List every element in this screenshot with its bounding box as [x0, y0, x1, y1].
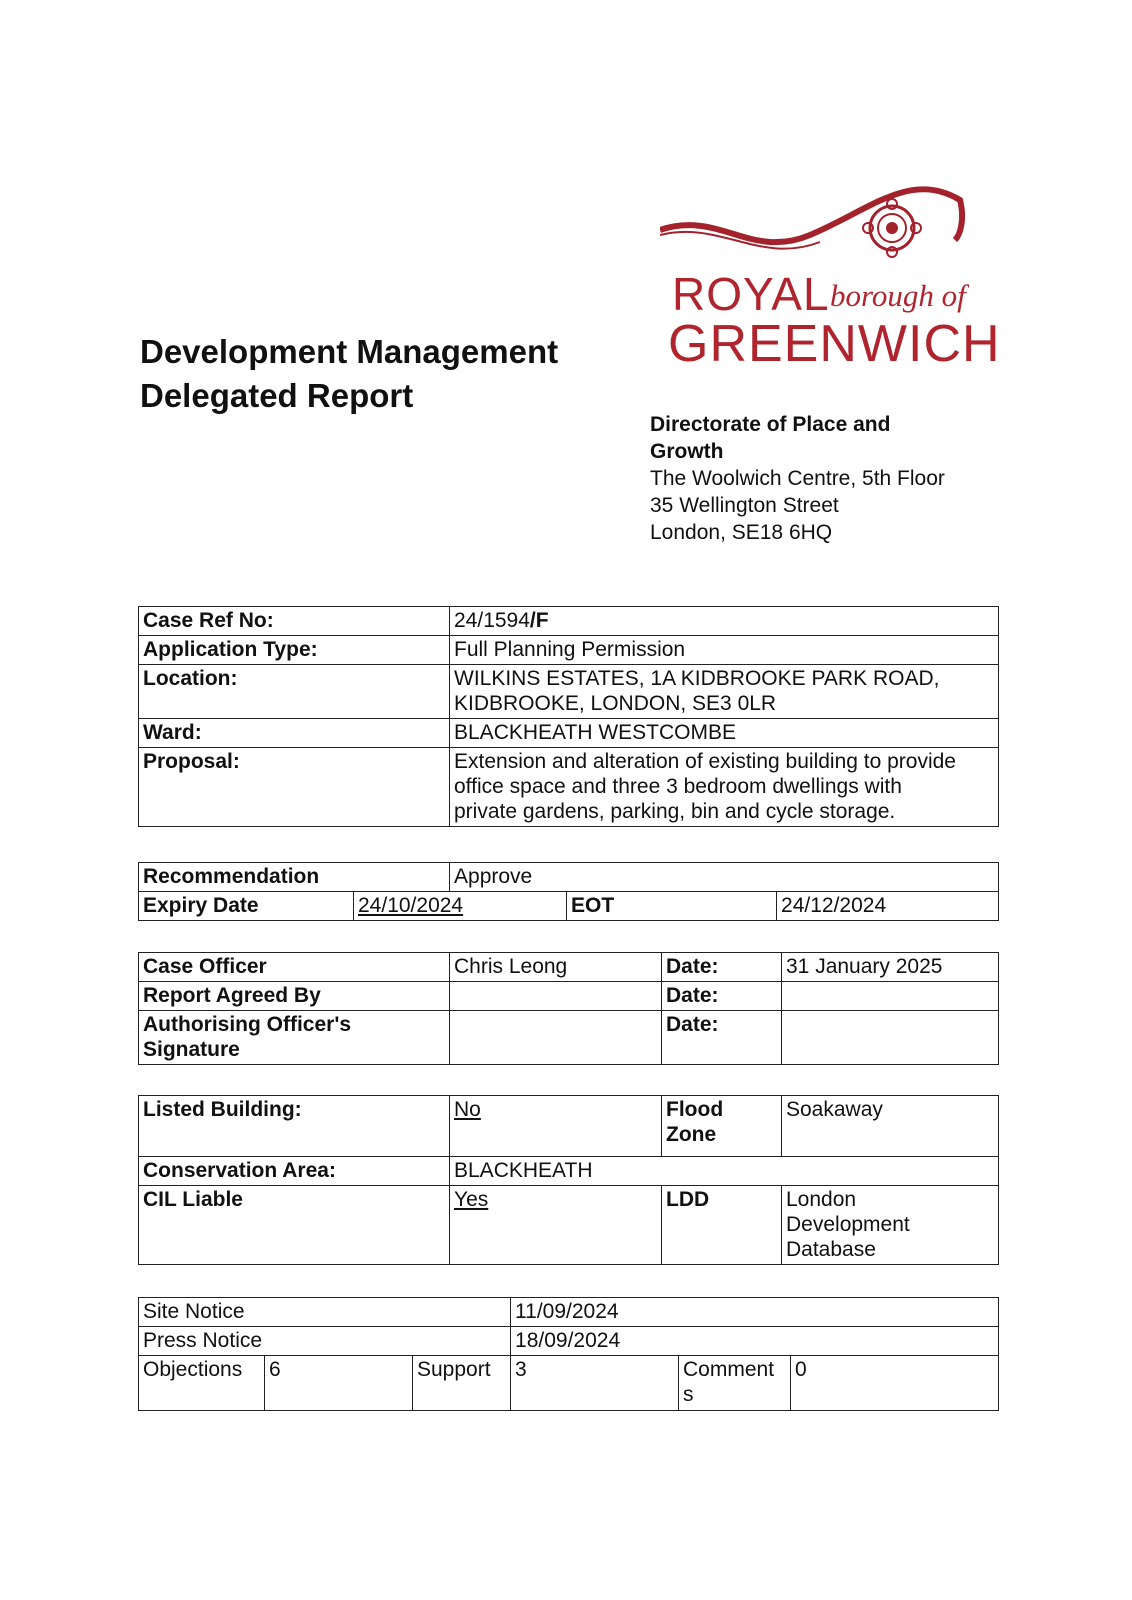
press-notice-label: Press Notice	[139, 1327, 511, 1356]
flood-zone-value: Soakaway	[782, 1096, 999, 1157]
ldd-line2: Development	[786, 1213, 910, 1236]
support-value: 3	[511, 1356, 679, 1411]
royal-greenwich-logo	[660, 180, 1001, 380]
site-notice-value: 11/09/2024	[511, 1298, 999, 1327]
address-line1: The Woolwich Centre, 5th Floor	[650, 467, 945, 490]
table-row	[139, 1327, 999, 1356]
table-row	[139, 1186, 999, 1265]
cil-liable-value: Yes	[450, 1186, 662, 1265]
table-row	[139, 892, 999, 921]
location-value	[450, 665, 999, 719]
ldd-value	[782, 1186, 999, 1265]
report-title	[140, 330, 558, 418]
directorate-line1: Directorate of Place and	[650, 413, 891, 436]
location-line2: KIDBROOKE, LONDON, SE3 0LR	[454, 692, 777, 715]
address-line3: London, SE18 6HQ	[650, 521, 833, 544]
table-row	[139, 1157, 999, 1186]
objections-value: 6	[265, 1356, 413, 1411]
table-row	[139, 665, 999, 719]
ward-label: Ward:	[139, 719, 450, 748]
proposal-value	[450, 748, 999, 827]
proposal-label: Proposal:	[139, 748, 450, 827]
logo-borough-of: borough of	[830, 278, 966, 313]
report-agreed-date-label: Date:	[662, 982, 782, 1011]
comments-label-line1: Comment	[683, 1358, 775, 1381]
logo-greenwich: GREENWICH	[668, 315, 1001, 373]
table-row	[139, 1356, 999, 1411]
table-row	[139, 1096, 999, 1157]
case-ref-label: Case Ref No:	[139, 607, 450, 636]
table-row	[139, 953, 999, 982]
application-type-label: Application Type:	[139, 636, 450, 665]
report-agreed-label: Report Agreed By	[139, 982, 450, 1011]
objections-label: Objections	[139, 1356, 265, 1411]
ldd-line1: London	[786, 1188, 857, 1211]
report-title-line1: Development Management	[140, 333, 559, 370]
recommendation-value: Approve	[450, 863, 999, 892]
constraints-table	[138, 1095, 999, 1265]
flood-label-line1: Flood	[666, 1098, 724, 1121]
authorising-signature-label	[139, 1011, 450, 1065]
report-agreed-date-value	[782, 982, 999, 1011]
application-type-value: Full Planning Permission	[450, 636, 999, 665]
cil-liable-label: CIL Liable	[139, 1186, 450, 1265]
proposal-line2: office space and three 3 bedroom dwellings with	[454, 775, 902, 798]
authorising-signature-value	[450, 1011, 662, 1065]
auth-label-line1: Authorising Officer's	[143, 1013, 352, 1036]
ldd-line3: Database	[786, 1238, 876, 1261]
table-row	[139, 1298, 999, 1327]
expiry-date-value: 24/10/2024	[354, 892, 567, 921]
location-line1: WILKINS ESTATES, 1A KIDBROOKE PARK ROAD,	[454, 667, 940, 690]
case-details-table	[138, 606, 999, 827]
directorate-address	[650, 411, 990, 546]
case-ref-value	[450, 607, 999, 636]
address-line2: 35 Wellington Street	[650, 494, 839, 517]
recommendation-label: Recommendation	[139, 863, 450, 892]
listed-building-value: No	[450, 1096, 662, 1157]
table-row	[139, 636, 999, 665]
swoosh-rose-emblem	[660, 180, 980, 280]
case-ref-suffix: /F	[529, 609, 549, 632]
press-notice-value: 18/09/2024	[511, 1327, 999, 1356]
location-label: Location:	[139, 665, 450, 719]
officers-table	[138, 952, 999, 1065]
comments-label	[679, 1356, 791, 1411]
ward-value: BLACKHEATH WESTCOMBE	[450, 719, 999, 748]
table-row	[139, 1011, 999, 1065]
eot-value: 24/12/2024	[777, 892, 999, 921]
case-officer-value: Chris Leong	[450, 953, 662, 982]
report-title-line2: Delegated Report	[140, 377, 414, 414]
conservation-area-label: Conservation Area:	[139, 1157, 450, 1186]
ldd-label: LDD	[662, 1186, 782, 1265]
case-officer-date-label: Date:	[662, 953, 782, 982]
table-row	[139, 607, 999, 636]
case-officer-label: Case Officer	[139, 953, 450, 982]
comments-value: 0	[791, 1356, 999, 1411]
site-notice-label: Site Notice	[139, 1298, 511, 1327]
recommendation-table	[138, 862, 999, 921]
proposal-line1: Extension and alteration of existing building to provide	[454, 750, 956, 773]
table-row	[139, 719, 999, 748]
auth-label-line2: Signature	[143, 1038, 240, 1061]
proposal-line3: private gardens, parking, bin and cycle storage.	[454, 800, 896, 823]
report-agreed-value	[450, 982, 662, 1011]
expiry-date-label: Expiry Date	[139, 892, 354, 921]
authorising-date-label: Date:	[662, 1011, 782, 1065]
consultation-table	[138, 1297, 999, 1411]
table-row	[139, 863, 999, 892]
flood-label-line2: Zone	[666, 1123, 717, 1146]
flood-zone-label	[662, 1096, 782, 1157]
logo-royal: ROYAL	[672, 268, 830, 320]
case-ref-number: 24/1594	[454, 609, 530, 632]
listed-building-label: Listed Building:	[139, 1096, 450, 1157]
comments-label-line2: s	[683, 1383, 694, 1406]
table-row	[139, 748, 999, 827]
conservation-area-value: BLACKHEATH	[450, 1157, 999, 1186]
directorate-line2: Growth	[650, 440, 724, 463]
table-row	[139, 982, 999, 1011]
authorising-date-value	[782, 1011, 999, 1065]
case-officer-date-value: 31 January 2025	[782, 953, 999, 982]
support-label: Support	[413, 1356, 511, 1411]
eot-label: EOT	[567, 892, 777, 921]
